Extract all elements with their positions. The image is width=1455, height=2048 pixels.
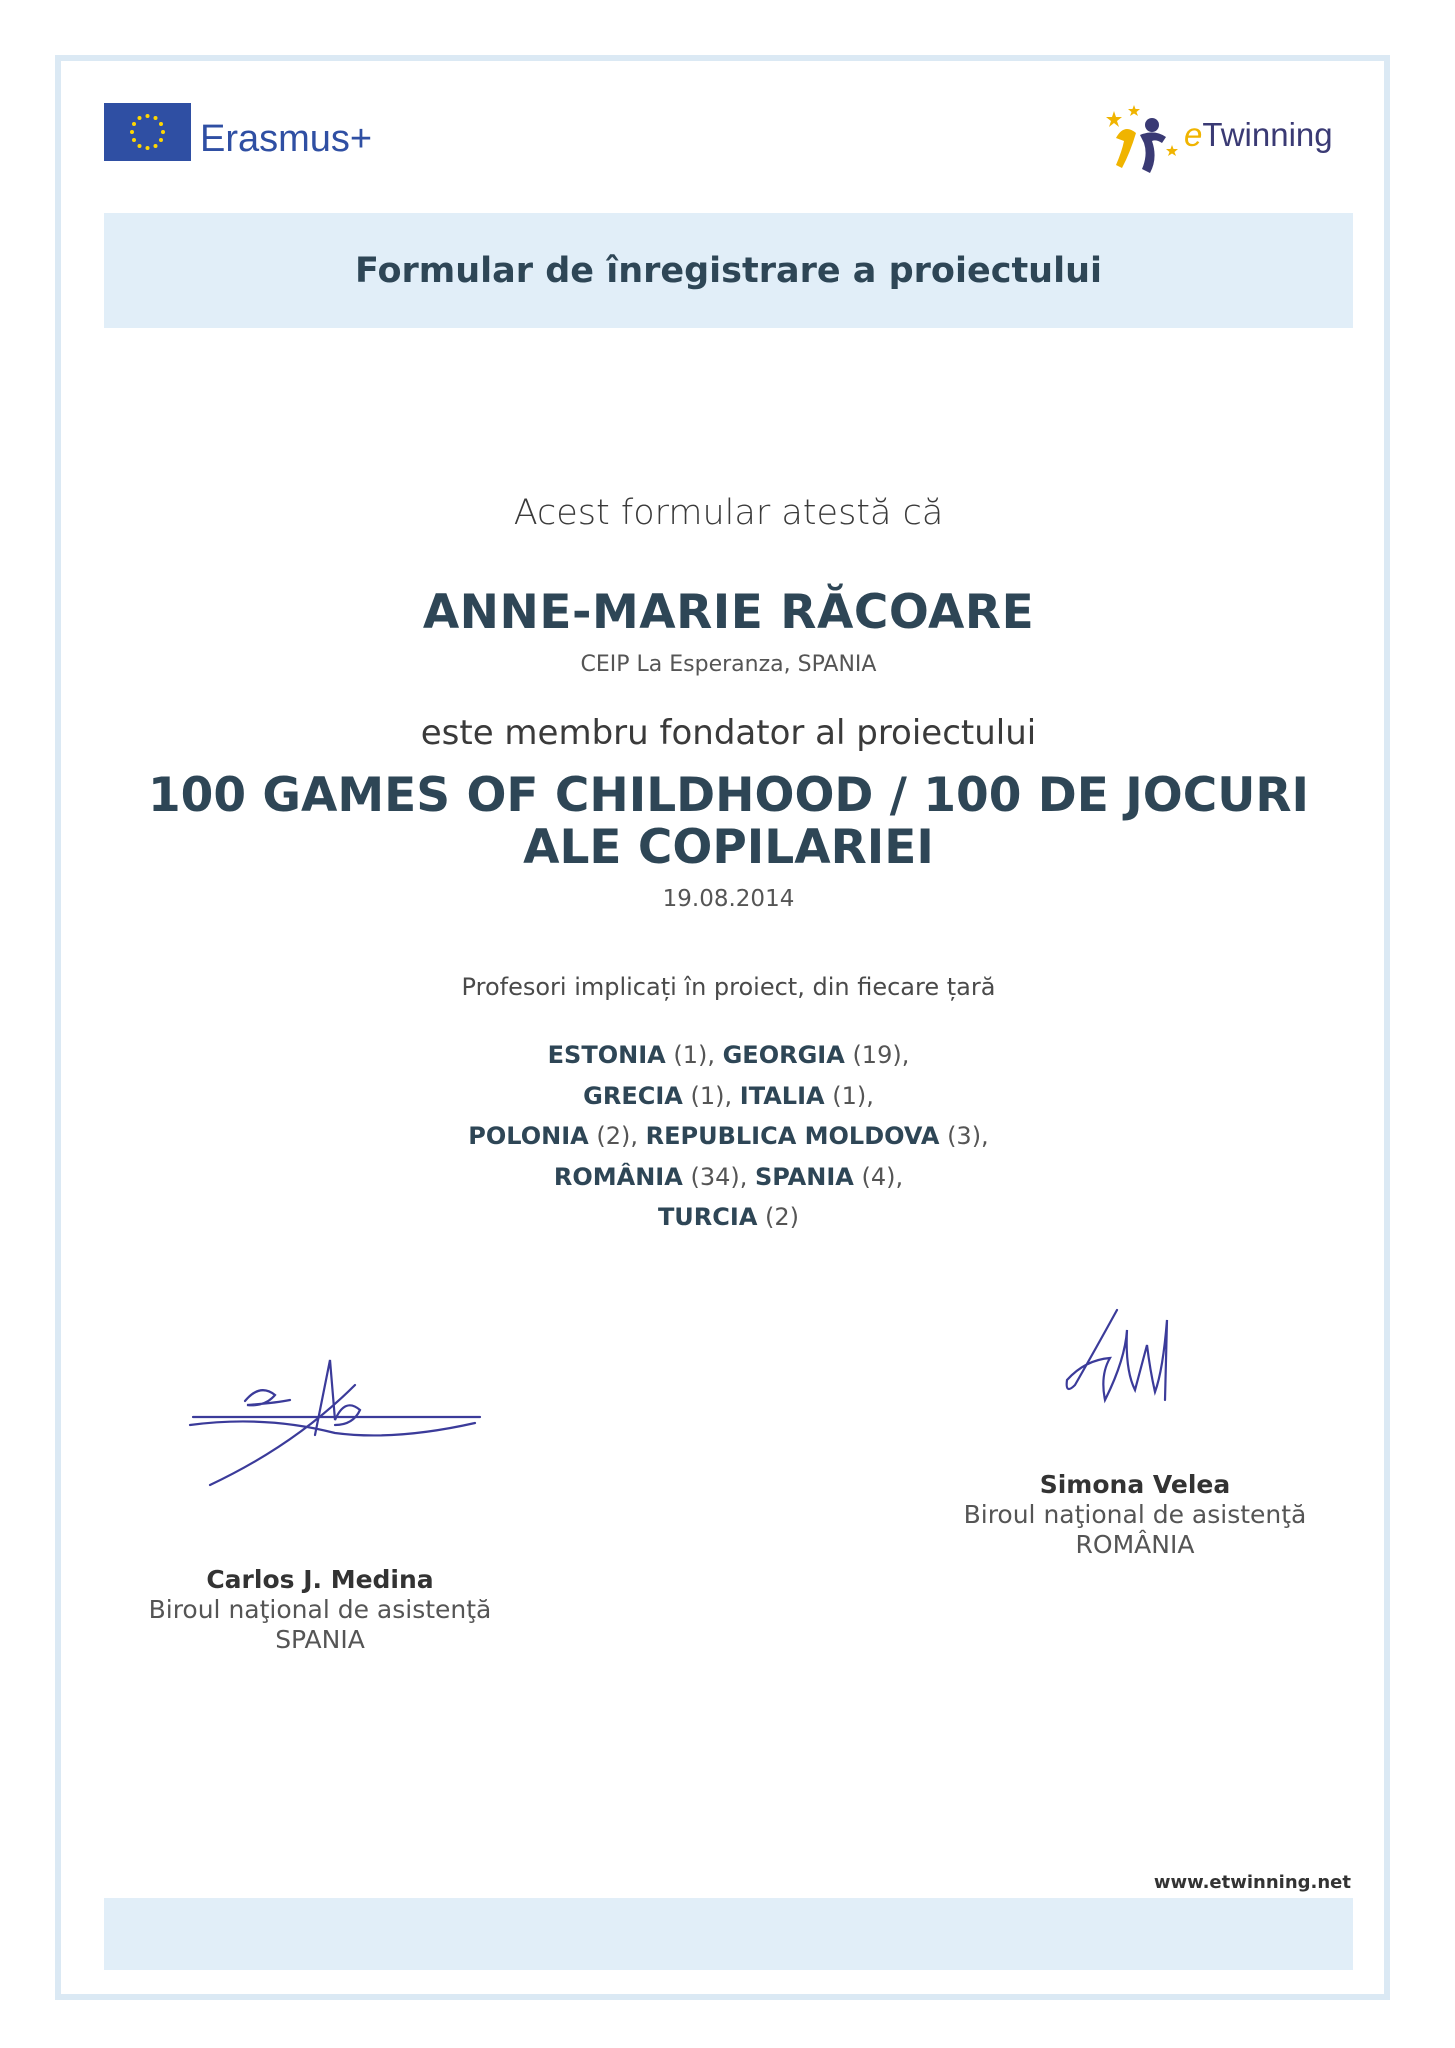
project-title: 100 GAMES OF CHILDHOOD / 100 DE JOCURI ALE COPILARIEI: [147, 768, 1310, 875]
country-line: [104, 1157, 1353, 1198]
country-name: POLONIA: [468, 1122, 589, 1150]
teachers-label: Profesori implicați în proiect, din fiecare țară: [461, 973, 996, 1001]
eu-flag-icon: [104, 103, 191, 161]
country-count: (1),: [690, 1081, 733, 1110]
right-signer-country: ROMÂNIA: [1075, 1530, 1195, 1559]
title-band: [104, 213, 1353, 328]
country-name: GEORGIA: [722, 1041, 845, 1069]
erasmus-logo-text: Erasmus+: [200, 118, 373, 160]
footer-band: [104, 1898, 1353, 1970]
country-count: (1),: [673, 1041, 715, 1069]
school-name: CEIP La Esperanza, SPANIA: [580, 652, 877, 677]
country-count: (3),: [947, 1122, 989, 1150]
country-name: ITALIA: [739, 1081, 825, 1110]
website-link[interactable]: www.etwinning.net: [1153, 1872, 1351, 1893]
country-count: (34),: [690, 1162, 748, 1191]
left-signer-office: Biroul naţional de asistenţă: [148, 1595, 492, 1624]
left-signature-image: [185, 1345, 485, 1495]
country-count: (19),: [852, 1041, 910, 1069]
form-title: Formular de înregistrare a proiectului: [354, 250, 1102, 291]
etwinning-logo-text: [1184, 117, 1333, 153]
country-name: SPANIA: [755, 1162, 854, 1191]
country-count: (2): [765, 1203, 800, 1231]
right-signature-image: [1055, 1300, 1205, 1430]
project-date: 19.08.2014: [662, 886, 795, 912]
country-name: TURCIA: [657, 1203, 758, 1231]
etwinning-logo-e: e: [1184, 116, 1203, 153]
etwinning-logo-rest: Twinning: [1202, 116, 1333, 153]
right-signer-block: [935, 1470, 1335, 1560]
country-name: ESTONIA: [547, 1041, 666, 1069]
country-count: (1),: [832, 1081, 874, 1110]
etwinning-figures-icon: [1104, 103, 1184, 178]
left-signer-block: [120, 1565, 520, 1655]
left-signer-country: SPANIA: [275, 1625, 365, 1654]
country-name: REPUBLICA MOLDOVA: [645, 1122, 940, 1150]
country-line: [104, 1116, 1353, 1157]
member-text: este membru fondator al proiectului: [420, 713, 1037, 753]
right-signer-name: Simona Velea: [1039, 1470, 1231, 1499]
person-name: ANNE-MARIE RĂCOARE: [422, 585, 1035, 640]
country-name: GRECIA: [583, 1081, 683, 1110]
attests-text: Acest formular atestă că: [513, 493, 944, 533]
certificate-frame: [55, 55, 1390, 2000]
right-signer-office: Biroul naţional de asistenţă: [963, 1500, 1307, 1529]
country-list: [104, 1035, 1353, 1238]
left-signer-name: Carlos J. Medina: [206, 1565, 434, 1594]
country-name: ROMÂNIA: [553, 1162, 683, 1191]
country-line: [104, 1076, 1353, 1117]
country-count: (2),: [596, 1122, 638, 1150]
country-line: [104, 1197, 1353, 1238]
country-count: (4),: [861, 1162, 904, 1191]
country-line: [104, 1035, 1353, 1076]
